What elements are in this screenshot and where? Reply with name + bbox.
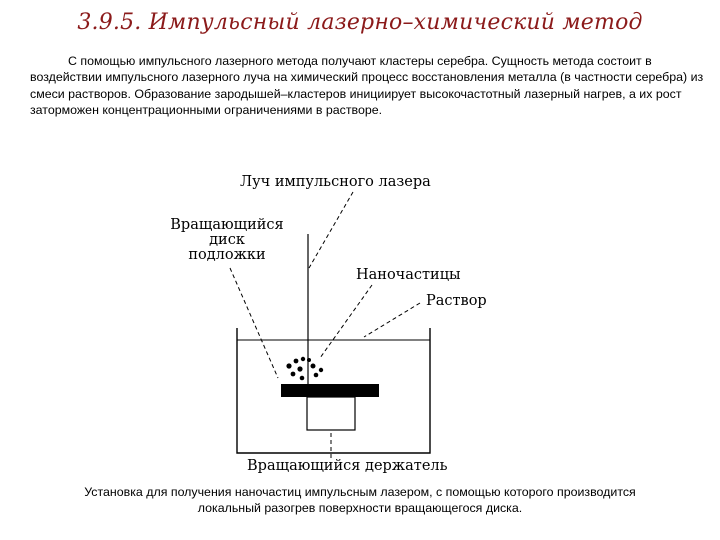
paragraph-line: С помощью импульсного лазерного метода получают кластеры серебра. Сущность метода xyxy=(68,54,594,68)
caption-line: локальный разогрев поверхности вращающегося диска. xyxy=(197,501,523,515)
laser-beam-label: Луч импульсного лазера xyxy=(240,174,431,190)
paragraph-line: частности серебра) из смеси растворов. Образование зародышей–кластеров инициирует xyxy=(30,70,704,101)
nanoparticles-label: Наночастицы xyxy=(356,267,461,283)
rotating-holder-label: Вращающийся держатель xyxy=(247,458,448,474)
nanoparticle xyxy=(294,359,299,364)
solution-leader xyxy=(364,303,420,337)
slide-title: 3.9.5. Импульсный лазерно–химический метод xyxy=(77,10,643,35)
paragraph-line: растворе. xyxy=(325,102,383,117)
nanoparticle xyxy=(311,364,316,369)
nanoparticles-leader xyxy=(320,285,372,358)
nanoparticle xyxy=(319,368,323,372)
rotating-disk-label-3: подложки xyxy=(188,247,266,263)
rotating-disk-label-2: диск xyxy=(209,232,245,248)
figure-caption xyxy=(40,484,680,516)
nanoparticle xyxy=(286,363,291,368)
rotating-disk xyxy=(281,384,379,397)
nanoparticle xyxy=(314,373,319,378)
rotating-disk-label-1: Вращающийся xyxy=(170,217,284,233)
nanoparticle xyxy=(300,376,305,381)
paragraph-line: состоит в воздействии импульсного лазерного луча на химический процесс восстановления металла (в xyxy=(30,54,652,85)
nanoparticle xyxy=(291,372,296,377)
nanoparticle-cluster xyxy=(286,357,323,381)
nanoparticle xyxy=(307,358,311,362)
nanoparticle xyxy=(301,357,305,361)
rotating-holder xyxy=(307,397,355,430)
solution-label: Раствор xyxy=(426,293,487,309)
paragraph-line: высокочастотный лазерный нагрев, а их рост заторможен концентрационными ограничениями в xyxy=(30,86,682,117)
caption-line: Установка для получения наночастиц импульсным лазером, с помощью которого производится xyxy=(84,485,636,499)
nanoparticle xyxy=(297,366,302,371)
laser-beam-leader xyxy=(309,192,353,268)
